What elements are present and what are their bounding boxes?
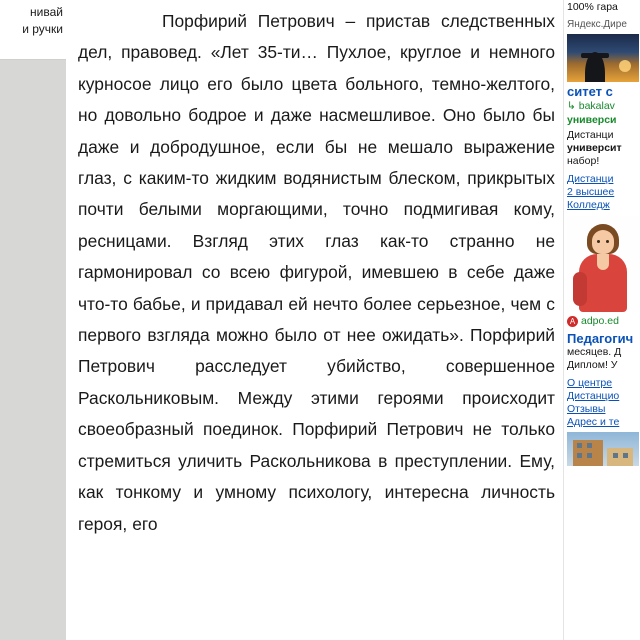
left-card-line-1: нивай: [30, 5, 63, 19]
ad2-link-3[interactable]: Отзывы: [567, 403, 606, 415]
article-body: [66, 0, 563, 640]
ad1-line-1: Дистанци: [567, 129, 614, 141]
woman-face-shape: [592, 230, 614, 254]
woman-eye-left: [597, 240, 600, 243]
sun-icon: [619, 60, 631, 72]
ad1-title[interactable]: ситет с: [567, 84, 613, 99]
ad1-link-1[interactable]: Дистанци: [567, 173, 614, 185]
ad2-link-4[interactable]: Адрес и те: [567, 416, 620, 428]
building-shape-2: [607, 448, 633, 466]
window-shape-6: [623, 453, 628, 458]
window-shape-3: [577, 453, 582, 458]
left-gutter: [0, 0, 66, 640]
ad1-line-2: университ: [567, 142, 622, 154]
ad2-link-1[interactable]: О центре: [567, 377, 613, 389]
ad2-line-2: Диплом! У: [567, 359, 618, 371]
window-shape-1: [577, 443, 582, 448]
ad1-link-2[interactable]: 2 высшее: [567, 186, 615, 198]
window-shape-4: [587, 453, 592, 458]
ads-provider-label: Яндекс.Дире: [567, 19, 627, 30]
article-paragraph-text: Порфирий Петрович – пристав следственных дел, правовед. «Лет 35-ти… Пухлое, круглое и немного курносое лицо его было цвета больного, темно-желтого, но довольно бодрое и даже насмешливое. Оно было бы даже и добродушное, если бы не мешало выражение глаз, с каким-то жидким водянистым блеском, прикрытых почти белыми моргающими, точно подмигивая кому, ресницами. Взгляд этих глаз как-то странно не гармонировал со всею фигурой, имевшею в себе даже что-то бабье, и придавал ей нечто более серьезное, чем с первого взгляда можно было от нее ожидать». Порфирий Петрович расследует убийство, совершенное Раскольниковым. Между этими героями происходит своеобразный поединок. Порфирий Петрович не только стремиться уличить Раскольникова в преступлении. Ему, как тонкому и умному психологу, интересна личность героя, его: [78, 11, 555, 534]
ad3-image[interactable]: [567, 432, 639, 466]
ad2-link-2[interactable]: Дистанцио: [567, 390, 620, 402]
ad2-title[interactable]: Педагогич: [567, 331, 634, 346]
advertiser-logo-icon: A: [567, 316, 578, 327]
ad2-image[interactable]: [567, 216, 639, 312]
ad2-line-1: месяцев. Д: [567, 346, 622, 358]
article-paragraph: [78, 6, 555, 540]
woman-collar-shape: [597, 254, 609, 270]
window-shape-2: [587, 443, 592, 448]
woman-eye-right: [606, 240, 609, 243]
ad2-logo-row[interactable]: [564, 312, 640, 329]
ad1-url-bold[interactable]: универси: [567, 114, 617, 126]
left-card-line-2: и ручки: [22, 22, 63, 36]
left-partial-card[interactable]: [0, 0, 66, 60]
window-shape-5: [613, 453, 618, 458]
ad1-line-3: набор!: [567, 155, 600, 167]
corner-arrow-icon: ↳: [567, 100, 576, 112]
ad1-image[interactable]: [567, 34, 639, 82]
rail-top-status: 100% гара: [567, 1, 618, 13]
ad1-link-3[interactable]: Колледж: [567, 199, 610, 211]
ad1-url-text: bakalav: [578, 100, 615, 112]
ad2-url: adpo.ed: [581, 315, 619, 327]
right-ad-rail: [563, 0, 640, 640]
woman-arm-shape: [573, 272, 587, 306]
ad1-url[interactable]: [564, 99, 640, 114]
